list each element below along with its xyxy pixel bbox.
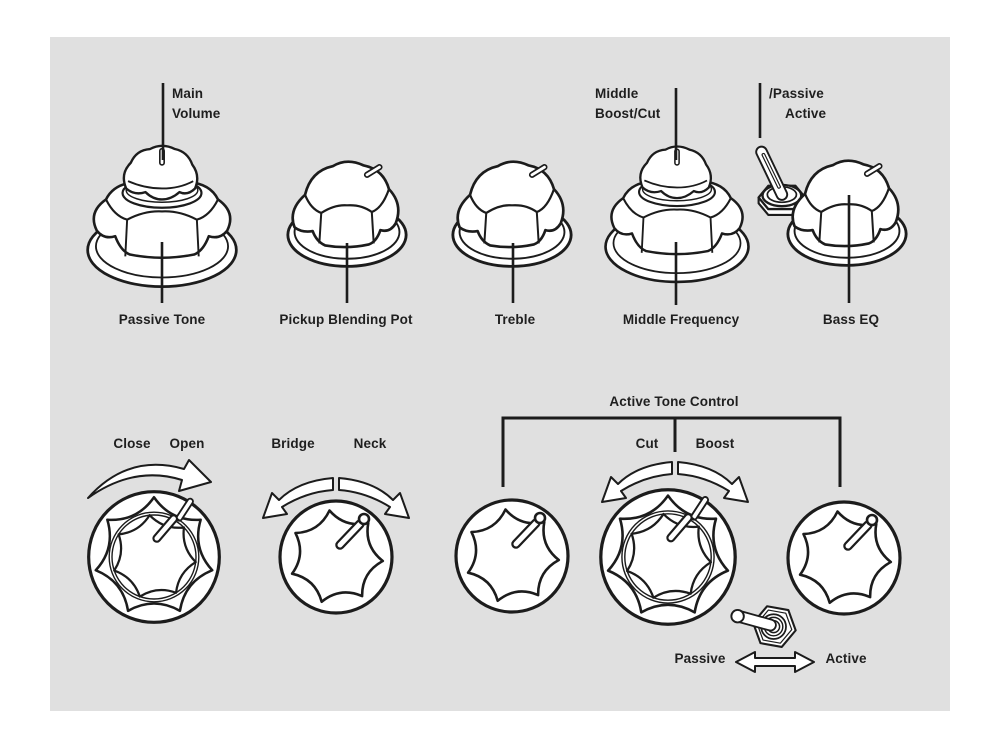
active-tone-control-bracket — [503, 418, 840, 487]
label-pickup-blending-pot: Pickup Blending Pot — [279, 312, 413, 327]
passive-active-arrow-icon — [736, 652, 814, 672]
label-main-volume: Main Volume — [172, 86, 221, 121]
bass-eq-knob-icon — [788, 161, 906, 266]
label-active: Active — [825, 651, 867, 666]
label-boost: Boost — [695, 436, 735, 451]
label-neck: Neck — [353, 436, 387, 451]
close-open-stacked-knob-top-icon — [89, 492, 220, 623]
label-bass-eq: Bass EQ — [822, 312, 880, 327]
label-close: Close — [113, 436, 151, 451]
active-tone-left-knob-top-icon — [456, 500, 568, 612]
label-middle-frequency: Middle Frequency — [622, 312, 740, 327]
label-passive-active-switch: /Passive Active — [769, 86, 827, 121]
label-treble: Treble — [494, 312, 536, 327]
active-tone-right-knob-top-icon — [788, 502, 900, 614]
bridge-neck-knob-top-icon — [280, 501, 392, 613]
label-middle-boost-cut: Middle Boost/Cut — [595, 86, 661, 121]
cut-boost-stacked-knob-top-icon — [601, 490, 735, 624]
diagram-artwork — [50, 37, 950, 711]
label-active-tone-control: Active Tone Control — [609, 394, 739, 409]
label-passive: Passive — [674, 651, 726, 666]
passive-active-toggle-side-icon — [731, 606, 795, 647]
label-cut: Cut — [635, 436, 659, 451]
label-bridge: Bridge — [271, 436, 315, 451]
bass-controls-diagram-panel — [50, 37, 950, 711]
label-open: Open — [169, 436, 205, 451]
label-passive-tone: Passive Tone — [118, 312, 206, 327]
